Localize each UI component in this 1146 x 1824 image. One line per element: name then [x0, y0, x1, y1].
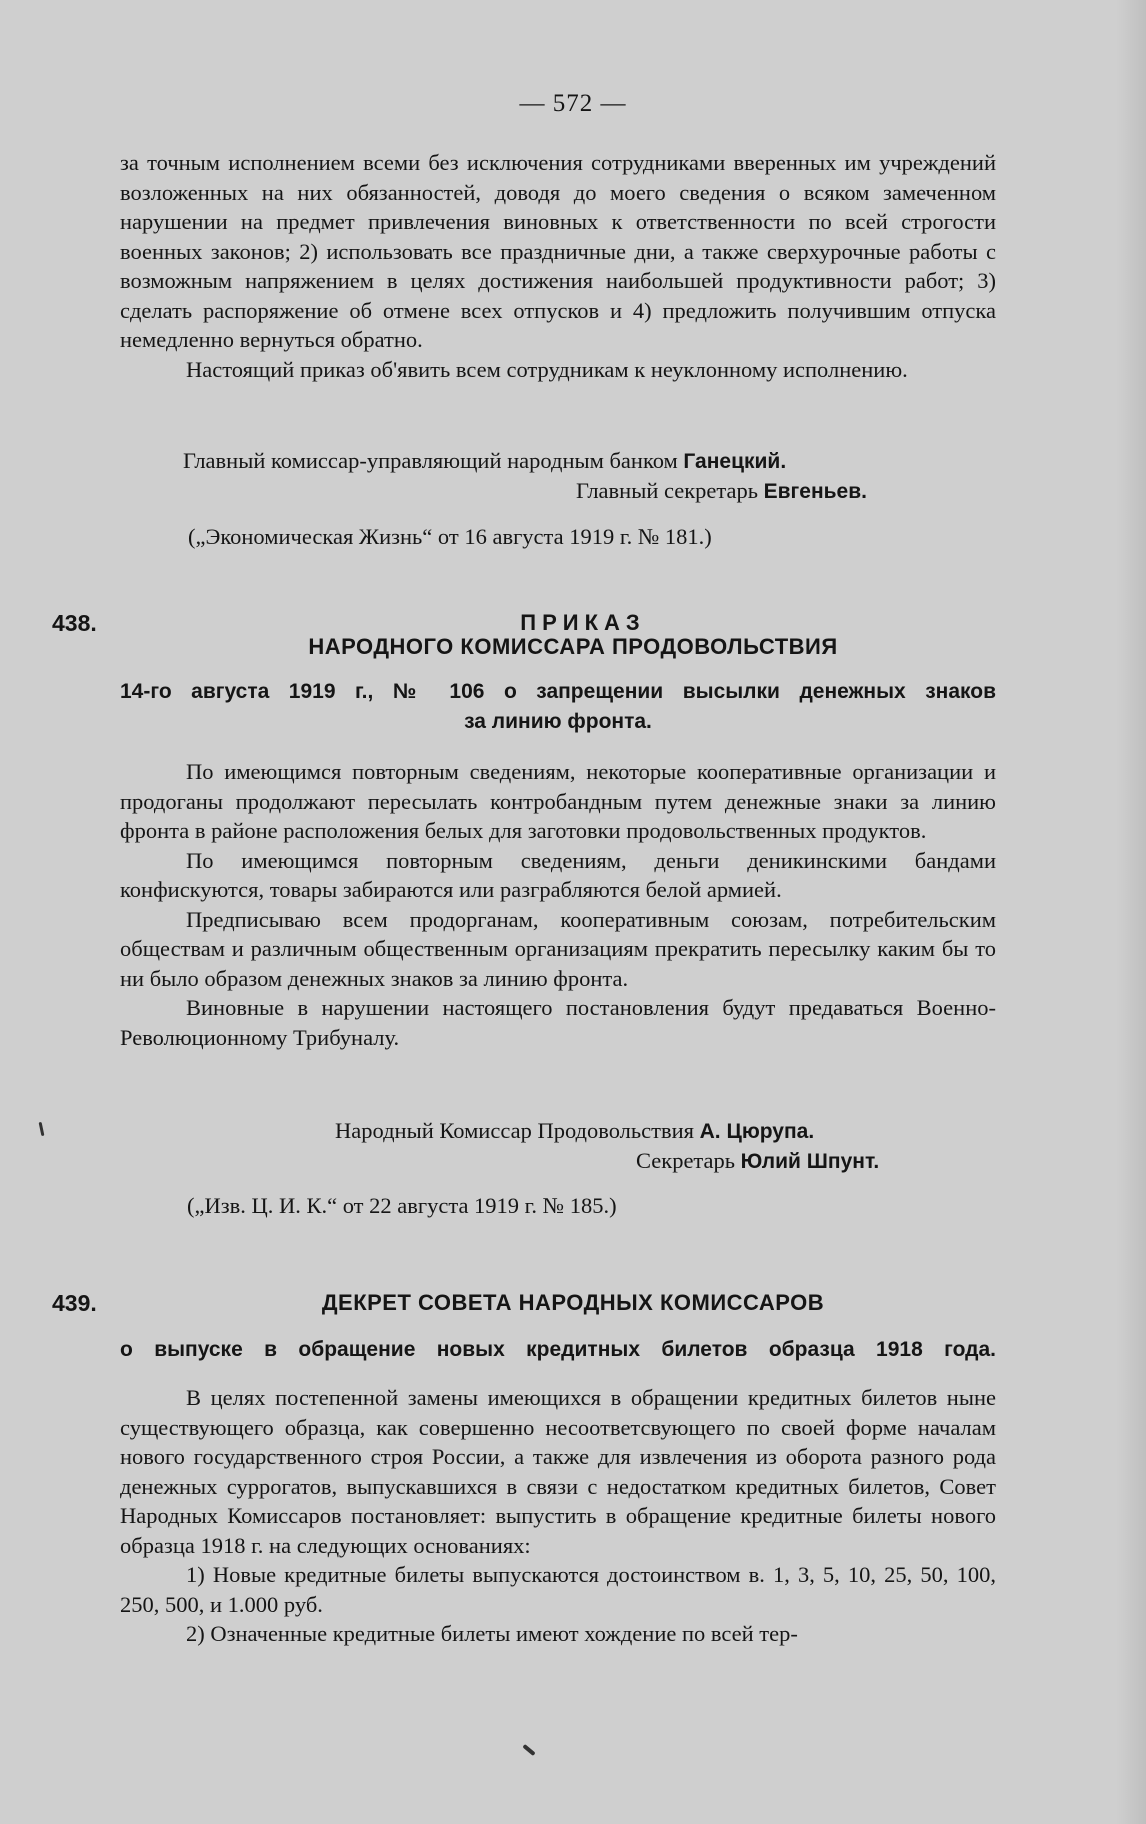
signature-name: Юлий Шпунт.: [740, 1150, 880, 1173]
signature-role: Народный Комиссар Продовольствия: [335, 1118, 695, 1143]
page-number: — 572 —: [519, 90, 627, 117]
page-edge-shade: [1116, 0, 1146, 1824]
scan-mark-bottom: [522, 1744, 535, 1756]
section1-source: („Экономическая Жизнь“ от 16 августа 1919 г. № 181.): [188, 524, 712, 549]
scan-mark-left: [39, 1122, 45, 1136]
signature-role: Секретарь: [636, 1148, 736, 1173]
section3-subtitle: о выпуске в обращение новых кредитных билетов образца 1918 года.: [120, 1338, 996, 1361]
section3-body: [120, 1383, 996, 1649]
section3-heading: ДЕКРЕТ СОВЕТА НАРОДНЫХ КОМИССАРОВ: [321, 1290, 825, 1315]
section1-signature-1: [183, 446, 786, 477]
section2-subtitle-line-2: за линию фронта.: [464, 710, 652, 733]
signature-name: Ганецкий.: [683, 450, 787, 473]
section1-paragraph-2: Настоящий приказ об'явить всем сотрудникам к неуклонному исполнению.: [186, 356, 908, 382]
section2-heading-order: ПРИКАЗ: [520, 610, 646, 635]
document-number-439: 439.: [52, 1290, 97, 1316]
section1-body: [120, 148, 996, 384]
section2-paragraph-2: По имеющимся повторным сведениям, деньги деникинскими бандами конфискуются, товары забираются или разграбляются белой армией.: [120, 847, 996, 902]
section3-paragraph-1: В целях постепенной замены имеющихся в обращении кредитных билетов ныне существующего образца, как совершенно несоответсвующего по своей форме началам нового государственного строя России, а также для извлечения из оборота разного рода денежных суррогатов, выпускавшихся в связи с недостатком кредитных билетов, Совет Народных Комиссаров постановляет: выпустить в обращение кредитные билеты нового образца 1918 г. на следующих основаниях:: [120, 1385, 996, 1558]
section2-body: [120, 757, 996, 1052]
section2-signature-2: [636, 1146, 879, 1177]
signature-role: Главный секретарь: [576, 478, 758, 503]
section2-paragraph-3: Предписываю всем продорганам, кооперативным союзам, потребительским обществам и различным общественным организациям прекратить пересылку каким бы то ни было образом денежных знаков за линию фронта.: [120, 906, 996, 991]
section3-paragraph-3: 2) Означенные кредитные билеты имеют хождение по всей тер-: [186, 1621, 798, 1646]
document-number-438: 438.: [52, 610, 97, 636]
signature-name: А. Цюрупа.: [699, 1120, 815, 1143]
section2-paragraph-1: По имеющимся повторным сведениям, некоторые кооперативные организации и продоганы продолжают пересылать контробандным путем денежные знаки за линию фронта в районе расположения белых для заготовки продовольственных продуктов.: [120, 759, 996, 843]
signature-role: Главный комиссар-управляющий народным банком: [183, 448, 678, 473]
section2-subtitle-line-1: 14-го августа 1919 г., № 106 о запрещении высылки денежных знаков: [120, 680, 996, 703]
section1-signature-2: [576, 476, 867, 507]
section2-paragraph-4: Виновные в нарушении настоящего постановления будут предаваться Военно-Революционному Трибуналу.: [120, 995, 996, 1050]
section3-paragraph-2: 1) Новые кредитные билеты выпускаются достоинством в. 1, 3, 5, 10, 25, 50, 100, 250, 500, и 1.000 руб.: [120, 1562, 996, 1617]
section2-source: („Изв. Ц. И. К.“ от 22 августа 1919 г. № 185.): [187, 1193, 617, 1218]
section1-paragraph-1: за точным исполнением всеми без исключения сотрудниками вверенных им учреждений возложенных на них обязанностей, доводя до моего сведения о всяком замеченном нарушении на предмет привлечения виновных к ответственности по всей строгости военных законов; 2) использовать все праздничные дни, а также сверхурочные работы с возможным напряжением в целях достижения наибольшей продуктивности работ; 3) сделать распоряжение об отмене всех отпусков и 4) предложить получившим отпуска немедленно вернуться обратно.: [120, 150, 996, 352]
section2-heading-commissar: НАРОДНОГО КОМИССАРА ПРОДОВОЛЬСТВИЯ: [308, 634, 838, 659]
signature-name: Евгеньев.: [763, 480, 867, 503]
section2-signature-1: [335, 1116, 814, 1147]
